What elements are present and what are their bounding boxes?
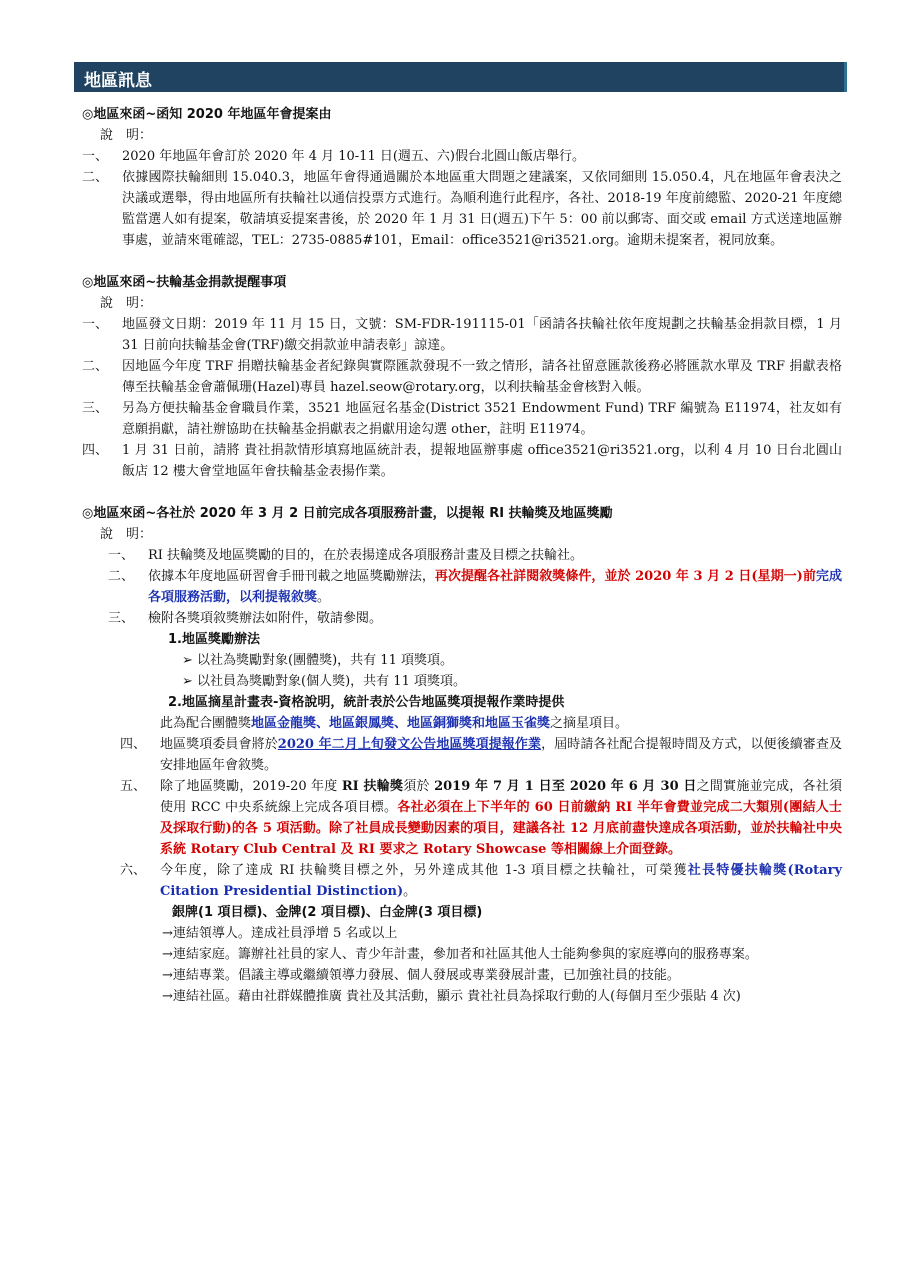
requirement-text: 各社必須在上下半年的 60 日前繳納 RI 半年會費並完成二大類別(團結人士及採取行動)的各 5 項活動。除了社員成長變動因素的項目，建議各社 12 月底前盡快達成各項活動，並於扶輪社中央系統 Rotary Club Central 及 RI 要求之 Rotary Showcase 等相關線上介面登錄。 [160, 800, 842, 857]
item-number: 五、 [120, 779, 147, 794]
s3-item-4: 四、 地區獎項委員會將於2020 年二月上旬發文公告地區獎項提報作業，屆時請各社配合提報時間及方式，以便後續審查及安排地區年會敘獎。 [82, 734, 842, 776]
section-banner [74, 62, 847, 92]
star-plan-line: 此為配合團體獎地區金龍獎、地區銀鳳獎、地區銅獅獎和地區玉雀獎之摘星項目。 [160, 716, 629, 731]
link-item-2: →連結家庭。籌辦社社員的家人、青少年計畫，參加者和社區其他人士能夠參與的家庭導向的服務專案。 [162, 947, 758, 962]
medal-title: 銀牌(1 項目標)、金牌(2 項目標)、白金牌(3 項目標) [172, 905, 483, 920]
section-2-explanation-label: 說 明： [100, 296, 153, 311]
item-text: RI 扶輪獎及地區獎勵的目的，在於表揚達成各項服務計畫及目標之扶輪社。 [148, 548, 584, 563]
item-text: 另為方便扶輪基金會職員作業，3521 地區冠名基金(District 3521 Endowment Fund) TRF 編號為 E11974，社友如有意願捐獻，請社辦協助在扶輪基金捐獻表之捐獻用途勾選 other，註明 E11974。 [122, 401, 842, 437]
s2-item-2 [82, 356, 842, 398]
item-number: 二、 [82, 359, 109, 374]
document-body [82, 104, 842, 1007]
star-plan-title: 2.地區摘星計畫表-資格說明，統計表於公告地區獎項提報作業時提供 [168, 695, 565, 710]
citation-text: 社長特優扶輪獎(Rotary Citation Presidential Distinction) [160, 863, 842, 899]
period-text: 2019 年 7 月 1 日至 2020 年 6 月 30 日 [434, 779, 697, 794]
s2-item-4 [82, 440, 842, 482]
link-item-1: →連結領導人。達成社員淨增 5 名或以上 [162, 926, 398, 941]
item-number: 一、 [108, 548, 135, 563]
s3-item-3 [82, 608, 842, 629]
ri-award-text: RI 扶輪獎 [341, 779, 404, 794]
award-names: 地區金龍獎、地區銀鳳獎、地區銅獅獎和地區玉雀獎 [251, 716, 551, 731]
item-text-end: 。 [317, 590, 331, 605]
section-2-title: ◎地區來函~扶輪基金捐款提醒事項 [82, 275, 287, 290]
reminder-text: 再次提醒各社詳閱敘獎條件，並於 [434, 569, 631, 584]
item-text: 1 月 31 日前，請將 貴社捐款情形填寫地區統計表，提報地區辦事處 office3521@ri3521.org，以利 4 月 10 日台北圓山飯店 12 樓大會堂地區年會扶輪基金表揚作業。 [122, 443, 842, 479]
award-bullet-2: ➢ 以社員為獎勵對象(個人獎)，共有 11 項獎項。 [182, 674, 466, 689]
item-number: 三、 [82, 401, 109, 416]
item-text: 因地區今年度 TRF 捐贈扶輪基金者紀錄與實際匯款發現不一致之情形，請各社留意匯款後務必將匯款水單及 TRF 捐獻表格傳至扶輪基金會蕭佩珊(Hazel)專員 hazel.seow@rotary.org，以利扶輪基金會核對入帳。 [122, 359, 842, 395]
item-number: 四、 [82, 443, 109, 458]
item-number: 四、 [120, 737, 147, 752]
item-text: 依據國際扶輪細則 15.040.3，地區年會得通過關於本地區重大問題之建議案，又依同細則 15.050.4，凡在地區年會表決之決議或選舉，得由地區所有扶輪社以通信投票方式進行。為順利進行此程序，各社、2018-19 年度前總監、2020-21 年度總監當選人如有提案，敬請填妥提案書後，於 2020 年 1 月 31 日(週五)下午 5：00 前以郵寄、面交或 email 方式送達地區辦事處，並請來電確認，TEL：2735-0885#101，Email：office3521@ri3521.org。逾期未提案者，視同放棄。 [122, 170, 842, 248]
section-3-explanation-label: 說 明： [100, 527, 153, 542]
item-text: 地區發文日期：2019 年 11 月 15 日，文號：SM-FDR-191115-01「函請各扶輪社依年度規劃之扶輪基金捐款目標，1 月 31 日前向扶輪基金會(TRF)繳交捐款並申請表彰」諒達。 [122, 317, 842, 353]
section-1-explanation-label: 說 明： [100, 128, 153, 143]
announcement-text: 2020 年二月上旬發文公告地區獎項提報作業 [277, 737, 542, 752]
s3-item-2 [82, 566, 842, 608]
link-item-4: →連結社區。藉由社群媒體推廣 貴社及其活動，顯示 貴社社員為採取行動的人(每個月至少張貼 4 次) [162, 989, 741, 1004]
item-number: 三、 [108, 611, 135, 626]
deadline-text: 2020 年 3 月 2 日(星期一)前 [630, 569, 816, 584]
item-number: 一、 [82, 317, 109, 332]
s1-item-2 [82, 167, 842, 251]
item-text: 依據本年度地區研習會手冊刊載之地區獎勵辦法， [148, 569, 435, 584]
item-text: 2020 年地區年會訂於 2020 年 4 月 10-11 日(週五、六)假台北圓山飯店舉行。 [122, 149, 585, 164]
item-number: 一、 [82, 149, 109, 164]
item-number: 六、 [120, 863, 147, 878]
item-number: 二、 [82, 170, 109, 185]
item-text: 檢附各獎項敘獎辦法如附件，敬請參閱。 [148, 611, 383, 626]
s3-item-6: 六、 今年度，除了達成 RI 扶輪獎目標之外，另外達成其他 1-3 項目標之扶輪社，可榮獲社長特優扶輪獎(Rotary Citation Presidential Distinction)。 [82, 860, 842, 902]
s1-item-1 [82, 146, 842, 167]
section-1-title: ◎地區來函~函知 2020 年地區年會提案由 [82, 107, 332, 122]
item-number: 二、 [108, 569, 135, 584]
link-item-3: →連結專業。倡議主導或繼續領導力發展、個人發展或專業發展計畫，已加強社員的技能。 [162, 968, 680, 983]
section-3-title: ◎地區來函~各社於 2020 年 3 月 2 日前完成各項服務計畫，以提報 RI 扶輪獎及地區獎勵 [82, 506, 613, 521]
award-title: 1.地區獎勵辦法 [168, 632, 260, 647]
s2-item-3 [82, 398, 842, 440]
s3-item-1 [82, 545, 842, 566]
award-bullet-1: ➢ 以社為獎勵對象(團體獎)，共有 11 項獎項。 [182, 653, 453, 668]
complete-text: 完成各項服務活動，以利提報敘獎 [148, 569, 842, 605]
banner-title: 地區訊息 [84, 71, 152, 91]
s2-item-1 [82, 314, 842, 356]
s3-item-5: 五、 除了地區獎勵，2019-20 年度 RI 扶輪獎須於 2019 年 7 月 1 日至 2020 年 6 月 30 日之間實施並完成，各社須使用 RCC 中央系統線上完成各項目標。各社必須在上下半年的 60 日前繳納 RI 半年會費並完成二大類別(團結人士及採取行動)的各 5 項活動。除了社員成長變動因素的項目，建議各社 12 月底前盡快達成各項活動，並於扶輪社中央系統 Rotary Club Central 及 RI 要求之 Rotary Showcase 等相關線上介面登錄。 [82, 776, 842, 860]
